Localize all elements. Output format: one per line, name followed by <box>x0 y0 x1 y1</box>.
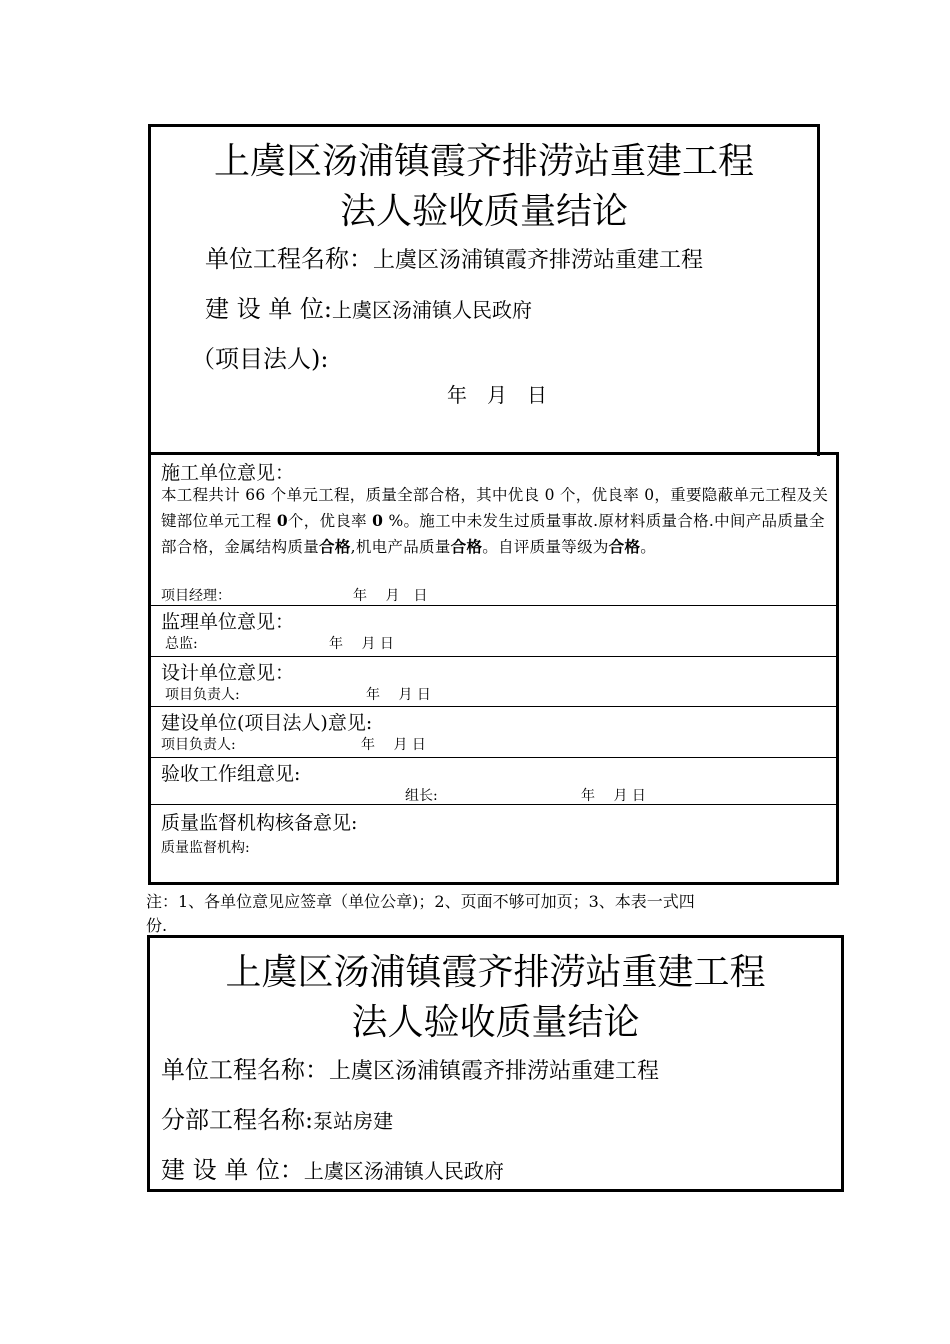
design-date: 年 月 日 <box>366 687 431 703</box>
builder-value: 上虞区汤浦镇人民政府 <box>331 298 532 322</box>
form1-header-box <box>148 124 820 456</box>
form2-header-box <box>147 935 844 1192</box>
design-lead-label: 项目负责人: <box>165 687 240 703</box>
form2-unit-project-row <box>161 1050 659 1085</box>
note-line1: 注：1、各单位意见应签章（单位公章)；2、页面不够可加页；3、本表一式四 <box>146 892 695 911</box>
form1-builder-row <box>205 289 532 324</box>
row-divider <box>151 804 836 805</box>
form1-title-line2: 法人验收质量结论 <box>339 191 628 232</box>
builder-label: 建 设 单 位: <box>205 295 332 323</box>
form2-title-line1: 上虞区汤浦镇霞齐排涝站重建工程 <box>225 952 766 993</box>
form1-unit-project-row <box>205 239 703 274</box>
design-row <box>151 656 836 703</box>
unit-project-value: 上虞区汤浦镇霞齐排涝站重建工程 <box>373 248 704 273</box>
design-opinion-label: 设计单位意见： <box>161 662 295 684</box>
sub-project-value: 泵站房建 <box>313 1109 394 1133</box>
form2-builder-row <box>161 1150 504 1185</box>
note-line2: 份. <box>146 916 168 935</box>
builder-label: 建 设 单 位： <box>161 1156 304 1184</box>
construction-opinion-text: 本工程共计 66 个单元工程，质量全部合格，其中优良 0 个，优良率 0，重要隐蔽单元工程及关键部位单元工程 0个，优良率 0 %。施工中未发生过质量事故.原材料质量合格.中间产品质量全部合格，金属结构质量合格,机电产品质量合格。自评质量等级为合格。 <box>161 486 829 556</box>
acceptance-group-row <box>151 757 836 804</box>
construction-date: 年 月 日 <box>353 588 428 604</box>
owner-lead-label: 项目负责人: <box>161 737 236 753</box>
builder-value: 上虞区汤浦镇人民政府 <box>303 1159 504 1183</box>
form1-title-line1: 上虞区汤浦镇霞齐排涝站重建工程 <box>213 141 754 182</box>
form1-date: 年 月 日 <box>447 383 547 407</box>
unit-project-label: 单位工程名称： <box>205 245 373 273</box>
opinions-table <box>148 452 839 885</box>
owner-opinion-label: 建设单位(项目法人)意见: <box>161 712 373 734</box>
unit-project-label: 单位工程名称： <box>161 1056 329 1084</box>
acceptance-group-date: 年 月 日 <box>581 788 646 804</box>
owner-row <box>151 706 836 753</box>
sub-project-label: 分部工程名称: <box>161 1106 314 1134</box>
unit-project-value: 上虞区汤浦镇霞齐排涝站重建工程 <box>329 1059 660 1084</box>
construction-opinion-label: 施工单位意见： <box>161 462 295 484</box>
owner-date: 年 月 日 <box>361 737 426 753</box>
quality-supervision-opinion-label: 质量监督机构核备意见: <box>161 812 358 834</box>
project-manager-label: 项目经理： <box>161 588 231 604</box>
group-leader-label: 组长: <box>405 788 438 804</box>
supervision-opinion-label: 监理单位意见： <box>161 611 295 633</box>
form2-sub-project-row <box>161 1100 393 1135</box>
quality-supervision-org-label: 质量监督机构: <box>161 840 250 856</box>
form2-title-line2: 法人验收质量结论 <box>351 1002 640 1043</box>
chief-supervisor-label: 总监: <box>165 636 198 652</box>
supervision-date: 年 月 日 <box>329 636 394 652</box>
acceptance-group-opinion-label: 验收工作组意见: <box>161 763 301 785</box>
legal-person-label: （项目法人): <box>191 345 329 373</box>
supervision-row <box>151 605 836 652</box>
